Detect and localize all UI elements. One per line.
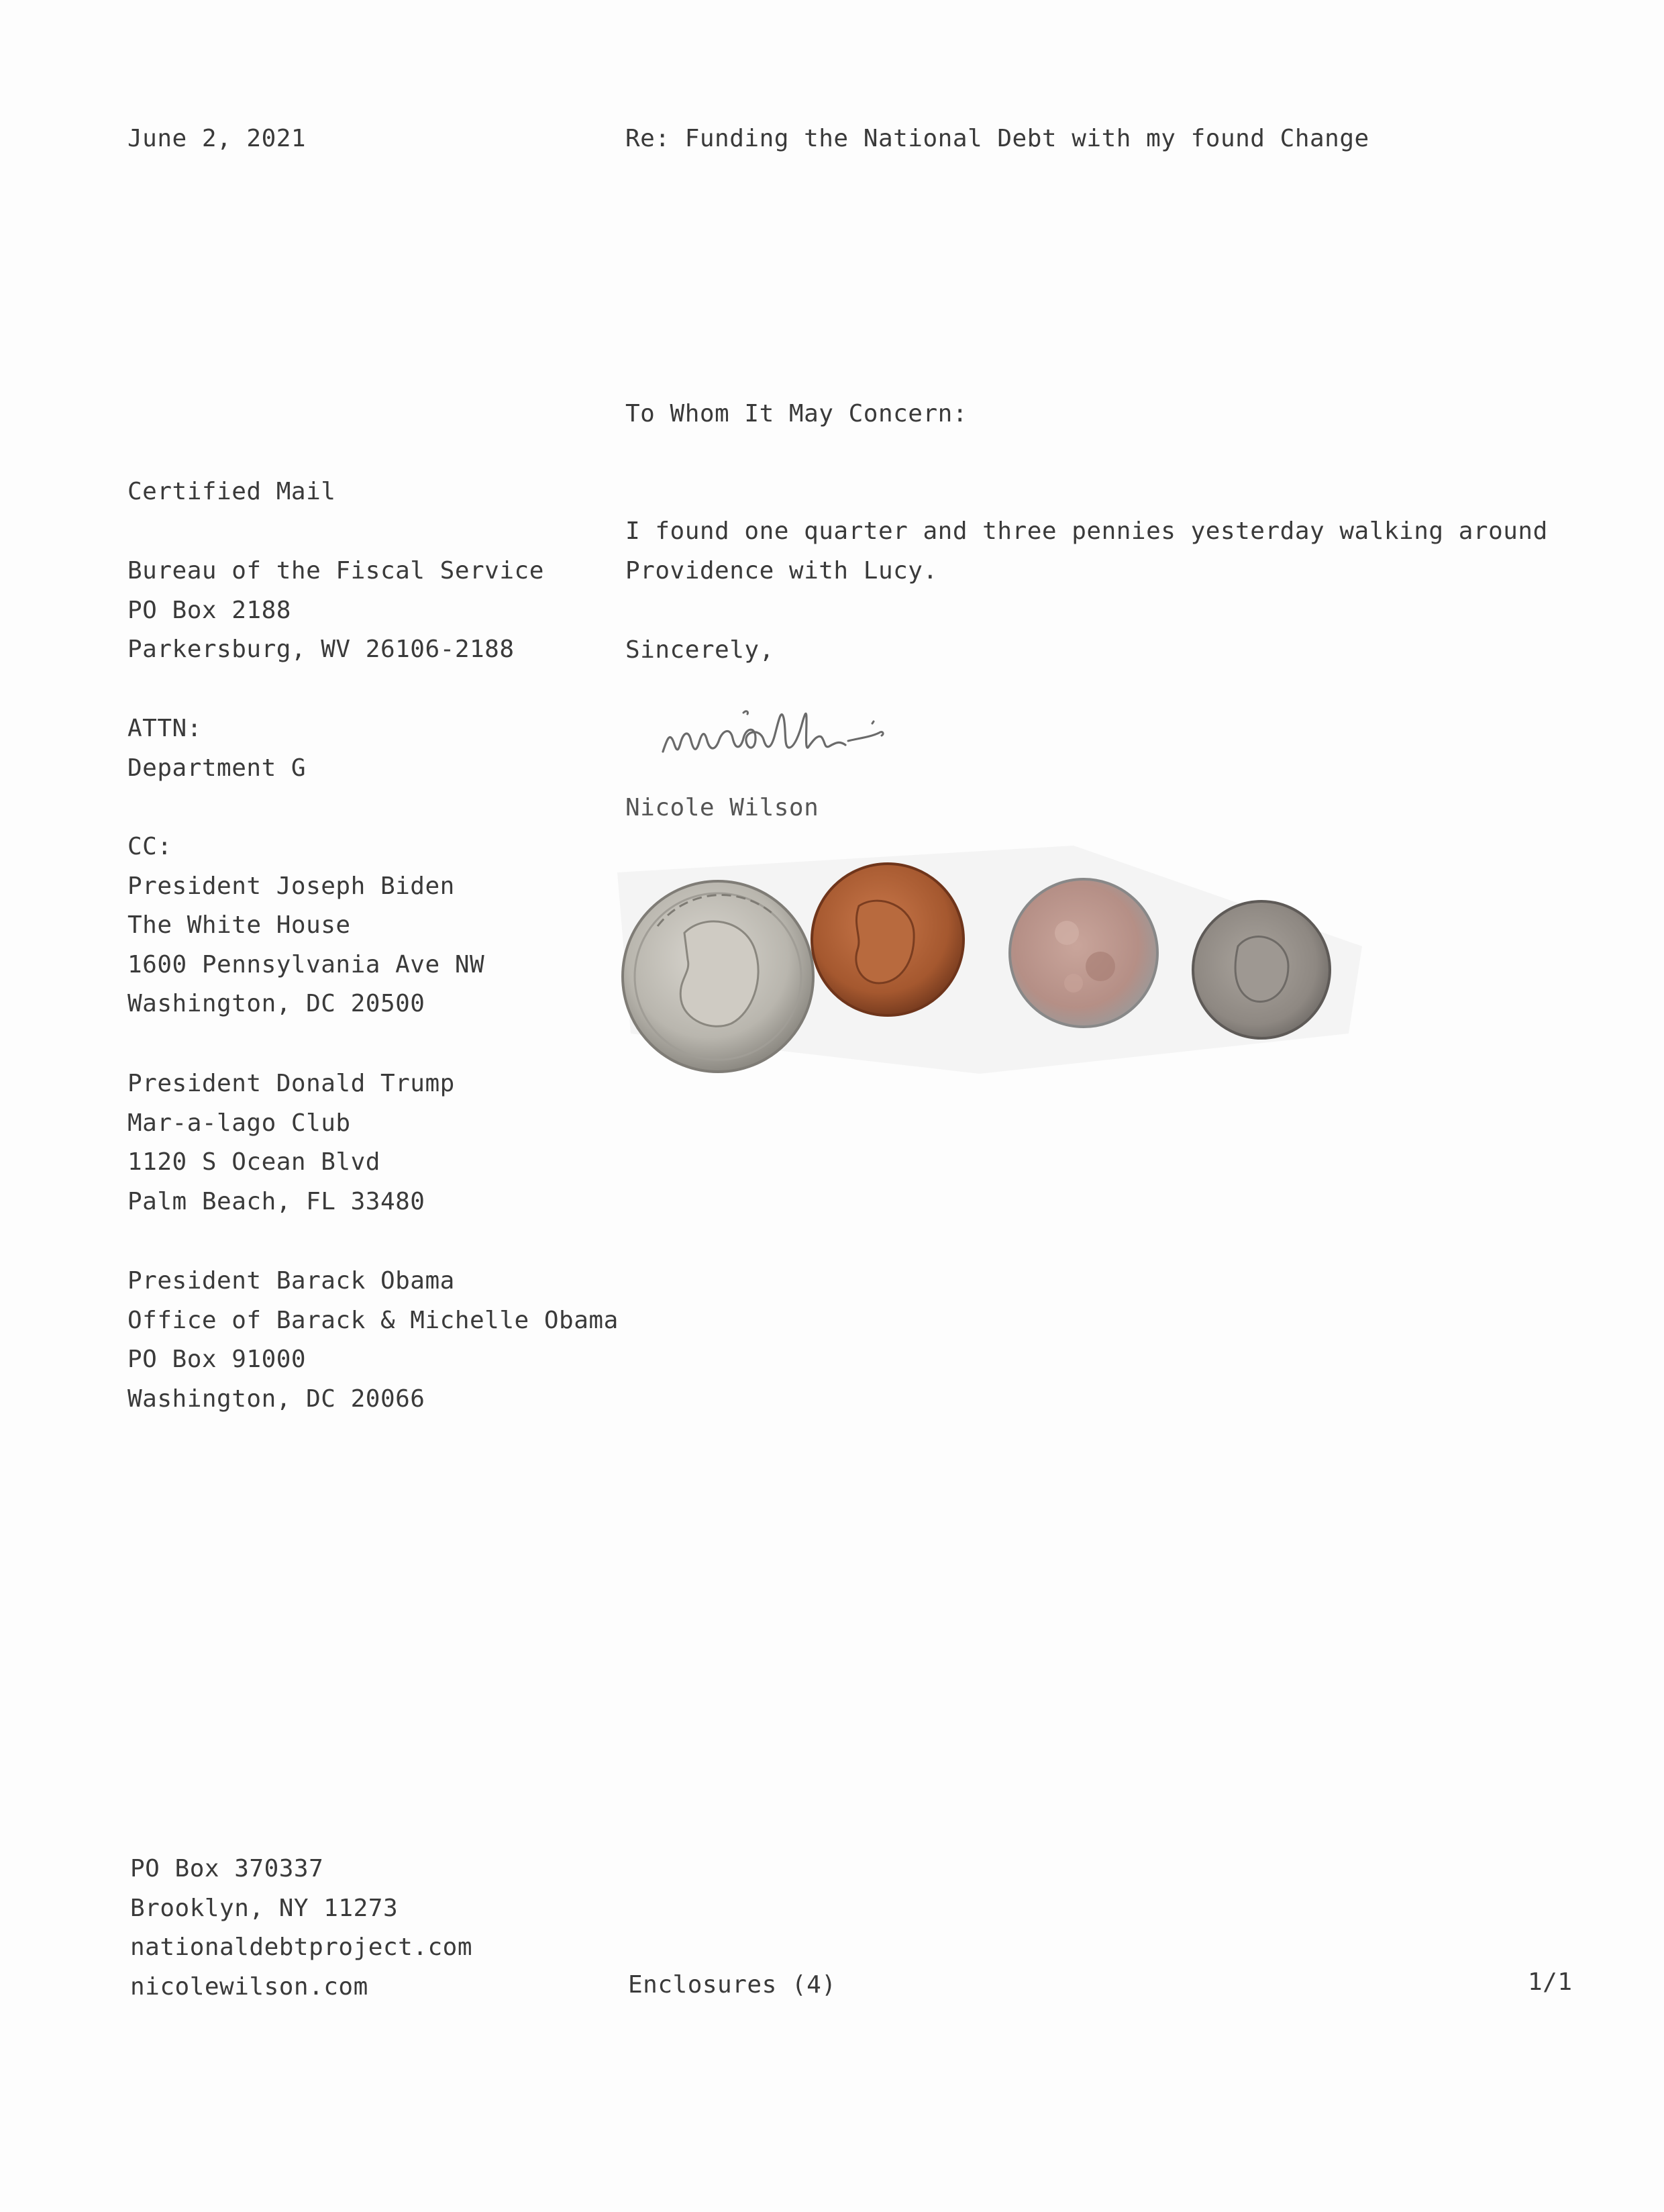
- cc-line: Washington, DC 20500: [127, 990, 425, 1017]
- cc-block: [127, 1064, 455, 1221]
- sender-line: Brooklyn, NY 11273: [130, 1894, 399, 1922]
- recipient-address: [127, 552, 544, 670]
- attn-label: ATTN:: [127, 715, 202, 742]
- address-line: PO Box 2188: [127, 596, 291, 624]
- letter-subject: Re: Funding the National Debt with my found Change: [625, 125, 1369, 152]
- letter-body: [625, 512, 1548, 591]
- sender-line: nicolewilson.com: [130, 1972, 368, 2001]
- cc-line: Washington, DC 20066: [127, 1385, 425, 1413]
- cc-line: 1120 S Ocean Blvd: [127, 1148, 380, 1176]
- enclosed-coins-photo: [604, 832, 1369, 1101]
- attn-department: Department G: [127, 754, 307, 782]
- penny-coin-worn: [1193, 901, 1330, 1038]
- cc-line: 1600 Pennsylvania Ave NW: [127, 950, 485, 978]
- sender-line: nationaldebtproject.com: [130, 1933, 472, 1961]
- signer-name: Nicole Wilson: [625, 794, 819, 821]
- body-line: Providence with Lucy.: [625, 556, 938, 585]
- address-line: Bureau of the Fiscal Service: [127, 557, 544, 585]
- cc-line: President Joseph Biden: [127, 872, 455, 900]
- sender-address: [130, 1850, 472, 2007]
- closing: Sincerely,: [625, 636, 774, 664]
- cc-line: President Donald Trump: [127, 1070, 455, 1097]
- penny-coin-copper: [812, 864, 964, 1015]
- attention-block: [127, 709, 306, 788]
- salutation: To Whom It May Concern:: [625, 400, 968, 428]
- cc-line: Mar-a-lago Club: [127, 1109, 351, 1137]
- cc-block: [127, 1262, 619, 1419]
- page-number: 1/1: [1528, 1968, 1573, 1996]
- cc-line: The White House: [127, 911, 351, 939]
- cc-line: PO Box 91000: [127, 1346, 307, 1373]
- cc-line: President Barack Obama: [127, 1267, 455, 1295]
- body-line: I found one quarter and three pennies yesterday walking around: [625, 517, 1548, 545]
- enclosures-note: Enclosures (4): [628, 1971, 837, 1999]
- penny-coin-corroded: [1010, 879, 1157, 1027]
- letter-date: June 2, 2021: [127, 125, 307, 152]
- cc-label: CC:: [127, 833, 172, 860]
- signature-image: [658, 685, 993, 772]
- cc-line: Office of Barack & Michelle Obama: [127, 1306, 619, 1334]
- cc-line: Palm Beach, FL 33480: [127, 1187, 425, 1215]
- sender-line: PO Box 370337: [130, 1855, 324, 1882]
- quarter-coin: [623, 881, 813, 1072]
- mail-type: Certified Mail: [127, 478, 336, 505]
- cc-block: [127, 827, 484, 1024]
- address-line: Parkersburg, WV 26106-2188: [127, 636, 515, 663]
